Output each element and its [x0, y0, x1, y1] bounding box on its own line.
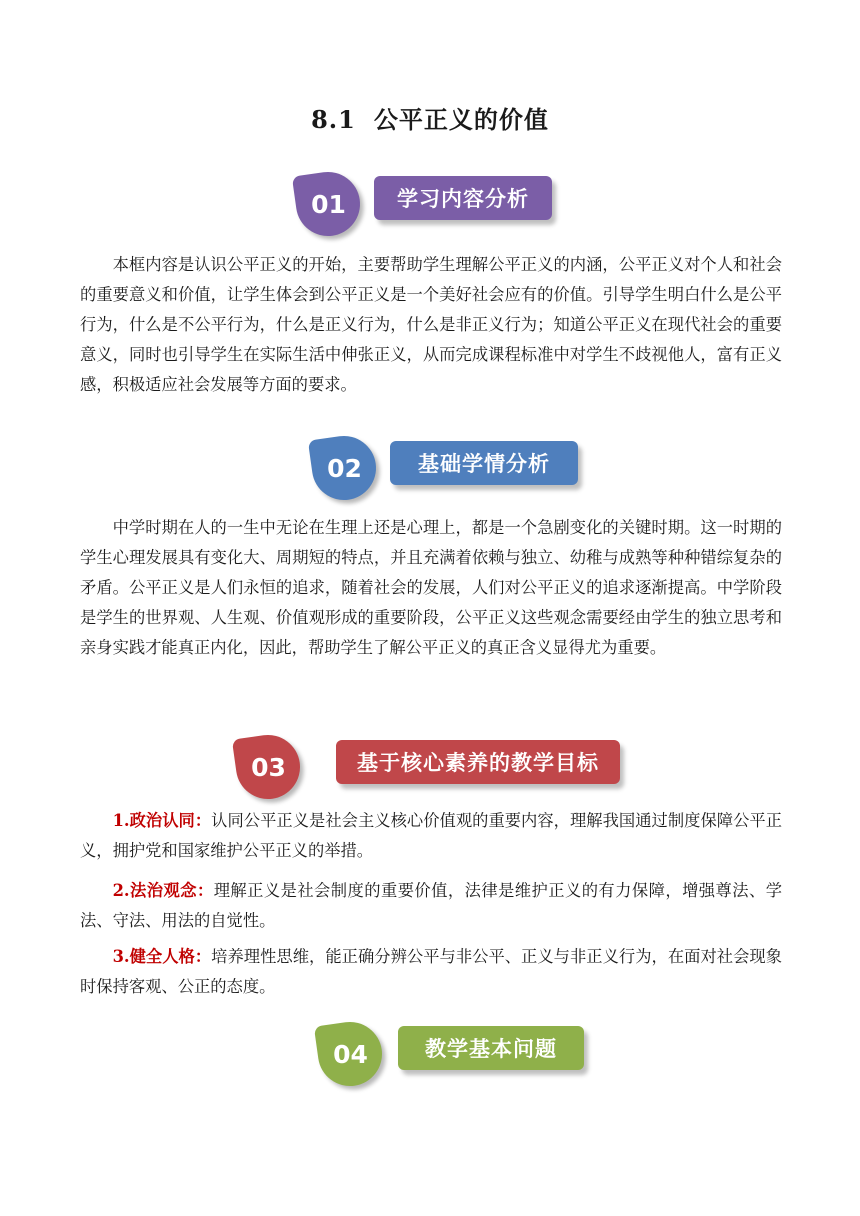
- section-header-01: [0, 170, 860, 240]
- goal-label: 3.健全人格：: [112, 947, 212, 966]
- section-header-04: [0, 1020, 860, 1090]
- goal-text: 理解正义是社会制度的重要价值，法律是维护正义的有力保障，增强尊法、学法、守法、用法的自觉性。: [80, 881, 782, 930]
- goal-item: [80, 942, 782, 1002]
- goal-text: 认同公平正义是社会主义核心价值观的重要内容，理解我国通过制度保障公平正义，拥护党和国家维护公平正义的举措。: [80, 811, 782, 860]
- section-label: 基础学情分析: [390, 441, 578, 485]
- goal-label: 2.法治观念：: [112, 881, 214, 900]
- goal-text: 培养理性思维，能正确分辨公平与非公平、正义与非正义行为，在面对社会现象时保持客观、公正的态度。: [80, 947, 782, 996]
- title-text: 公平正义的价值: [373, 105, 549, 134]
- section-number-badge: 02: [308, 432, 380, 504]
- section-header-03: [0, 734, 860, 804]
- section-number-badge: 04: [314, 1018, 386, 1090]
- section-label: 学习内容分析: [374, 176, 552, 220]
- title-number: 8.1: [311, 105, 356, 134]
- page-title: [0, 100, 860, 135]
- section-label: 教学基本问题: [398, 1026, 584, 1070]
- goal-label: 1.政治认同：: [112, 811, 212, 830]
- goal-item: [80, 876, 782, 936]
- student-analysis-paragraph: 中学时期在人的一生中无论在生理上还是心理上，都是一个急剧变化的关键时期。这一时期的学生心理发展具有变化大、周期短的特点，并且充满着依赖与独立、幼稚与成熟等种种错综复杂的矛盾。公平正义是人们永恒的追求，随着社会的发展，人们对公平正义的追求逐渐提高。中学阶段是学生的世界观、人生观、价值观形成的重要阶段，公平正义这些观念需要经由学生的独立思考和亲身实践才能真正内化，因此，帮助学生了解公平正义的真正含义显得尤为重要。: [80, 518, 782, 657]
- section-label: 基于核心素养的教学目标: [336, 740, 620, 784]
- learning-content-paragraph: 本框内容是认识公平正义的开始，主要帮助学生理解公平正义的内涵，公平正义对个人和社会的重要意义和价值，让学生体会到公平正义是一个美好社会应有的价值。引导学生明白什么是公平行为，什么是不公平行为，什么是正义行为，什么是非正义行为；知道公平正义在现代社会的重要意义，同时也引导学生在实际生活中伸张正义，从而完成课程标准中对学生不歧视他人，富有正义感，积极适应社会发展等方面的要求。: [80, 255, 782, 394]
- section-header-02: [0, 433, 860, 503]
- goal-item: [80, 806, 782, 866]
- section-number-badge: 01: [292, 168, 364, 240]
- section-number-badge: 03: [232, 731, 304, 803]
